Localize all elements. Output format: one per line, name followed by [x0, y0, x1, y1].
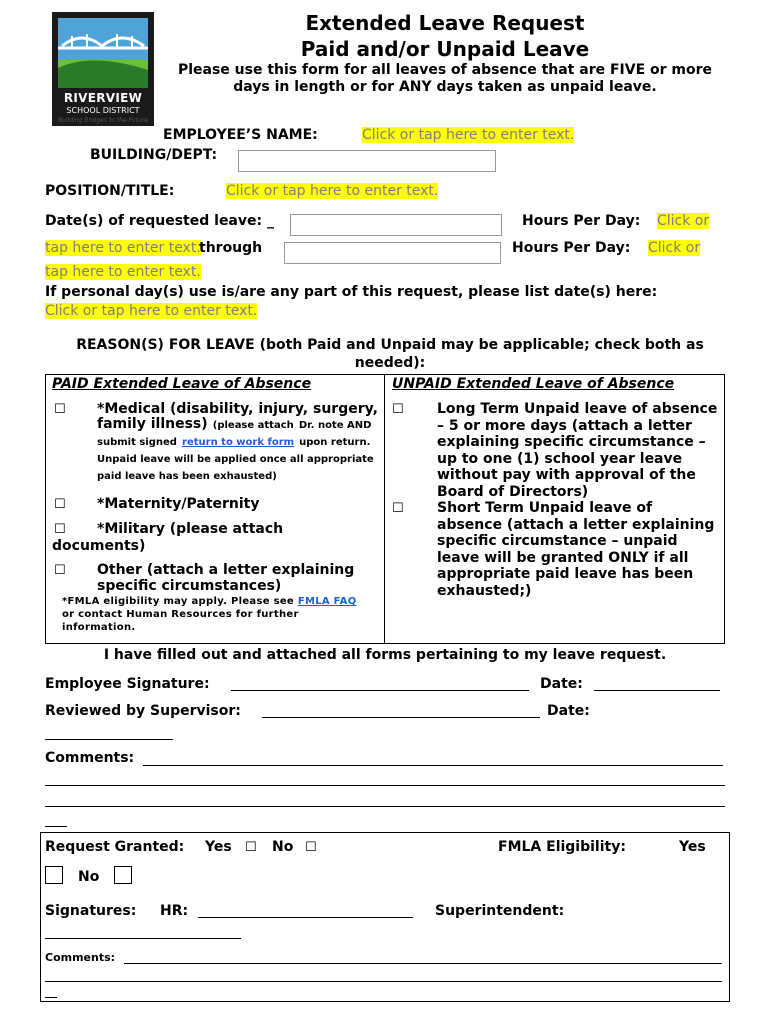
building-input[interactable] [238, 150, 496, 172]
employee-signature-line[interactable] [231, 690, 529, 691]
start-date-placeholder[interactable]: tap here to enter text. [45, 240, 201, 256]
superintendent-label: Superintendent: [435, 903, 565, 919]
hours-label-1: Hours Per Day: [522, 213, 641, 229]
hours-input-2[interactable]: Click or [648, 240, 701, 256]
fmla-yes-label: Yes [679, 839, 706, 855]
granted-no-label: No [272, 839, 294, 855]
attestation-text: I have filled out and attached all forms pertaining to my leave request. [103, 647, 667, 663]
form-instructions: Please use this form for all leaves of absence that are FIVE or more days in length or for ANY days taken as unpaid leave. [177, 62, 713, 95]
medical-note2: Dr. note AND submit signed [97, 420, 372, 448]
table-divider [384, 375, 385, 643]
logo-sub: SCHOOL DISTRICT [66, 106, 140, 115]
maternity-checkbox[interactable]: ☐ [54, 497, 66, 512]
return-to-work-link[interactable]: return to work form [182, 437, 295, 448]
hours-input-1[interactable]: Click or [657, 213, 710, 229]
unpaid-heading: UNPAID Extended Leave of Absence [392, 376, 675, 392]
fmla-note-post: or contact Human Resources for further information. [62, 609, 299, 633]
personal-days-label: If personal day(s) use is/are any part of this request, please list date(s) here: [45, 284, 658, 300]
signatures-label: Signatures: [45, 903, 137, 919]
hours-label-2: Hours Per Day: [512, 240, 631, 256]
medical-note1: (please attach [212, 420, 294, 431]
maternity-label: *Maternity/Paternity [97, 496, 260, 512]
employee-date-label: Date: [540, 676, 583, 692]
comments-line-3[interactable] [45, 806, 725, 807]
granted-yes-label: Yes [205, 839, 232, 855]
fmla-no-label: No [78, 869, 100, 885]
fmla-no-checkbox-b[interactable] [114, 866, 132, 884]
fmla-faq-link[interactable]: FMLA FAQ [297, 596, 357, 607]
comments-line-4[interactable] [45, 826, 67, 827]
medical-label: *Medical (disability, injury, surgery, family illness) [97, 401, 378, 432]
other-checkbox[interactable]: ☐ [54, 563, 66, 578]
comments-line-2[interactable] [45, 785, 725, 786]
logo-tagline: Building Bridges to the Future [58, 117, 148, 124]
medical-checkbox[interactable]: ☐ [54, 402, 66, 417]
employee-signature-label: Employee Signature: [45, 676, 210, 692]
employee-name-input[interactable]: Click or tap here to enter text. [362, 127, 575, 143]
long-term-checkbox[interactable]: ☐ [392, 402, 404, 417]
form-title: Extended Leave Request [305, 11, 585, 35]
fmla-note-pre: *FMLA eligibility may apply. Please see [62, 596, 295, 607]
end-date-input[interactable] [284, 242, 501, 264]
fmla-eligibility-label: FMLA Eligibility: [498, 839, 626, 855]
position-input[interactable]: Click or tap here to enter text. [226, 183, 439, 199]
comments-label: Comments: [45, 750, 135, 766]
military-checkbox[interactable]: ☐ [54, 522, 66, 537]
supervisor-date-line[interactable] [45, 739, 173, 740]
office-comments-line-1[interactable] [124, 963, 722, 964]
personal-days-input[interactable]: Click or tap here to enter text. [45, 303, 258, 319]
form-subtitle: Paid and/or Unpaid Leave [300, 37, 590, 61]
other-label: Other (attach a letter explaining specific circumstances) [97, 562, 355, 594]
dates-label: Date(s) of requested leave: _ [45, 213, 274, 229]
supervisor-signature-line[interactable] [262, 717, 540, 718]
granted-yes-checkbox[interactable]: ☐ [245, 840, 257, 855]
long-term-label: Long Term Unpaid leave of absence – 5 or more days (attach a letter explaining specific circumstance – up to one (1) school year leave without pay with approval of the Board of Directors) [437, 401, 718, 500]
bridge-logo-graphic [52, 12, 154, 90]
request-granted-label: Request Granted: [45, 839, 185, 855]
district-logo [52, 12, 154, 126]
logo-name: RIVERVIEW [63, 91, 143, 105]
employee-name-label: EMPLOYEE’S NAME: [163, 127, 318, 143]
military-label [52, 521, 332, 555]
employee-date-line[interactable] [594, 690, 720, 691]
hr-signature-line[interactable] [198, 917, 413, 918]
office-comments-line-3[interactable] [45, 997, 57, 998]
through-label: through [199, 240, 263, 256]
granted-no-checkbox[interactable]: ☐ [305, 840, 317, 855]
short-term-checkbox[interactable]: ☐ [392, 501, 404, 516]
position-label: POSITION/TITLE: [45, 183, 175, 199]
start-date-input[interactable] [290, 214, 502, 236]
supervisor-label: Reviewed by Supervisor: [45, 703, 241, 719]
medical-note3: upon return. Unpaid leave will be applied once all appropriate paid leave has been exhausted) [97, 437, 374, 482]
comments-line-1[interactable] [143, 765, 723, 766]
building-label: BUILDING/DEPT: [90, 147, 218, 163]
reasons-heading: REASON(S) FOR LEAVE (both Paid and Unpaid may be applicable; check both as needed): [76, 337, 704, 371]
end-date-placeholder[interactable]: tap here to enter text. [45, 264, 201, 280]
superintendent-line[interactable] [45, 938, 241, 939]
office-comments-label: Comments: [45, 951, 116, 964]
office-comments-line-2[interactable] [45, 981, 722, 982]
fmla-note [62, 595, 367, 634]
hr-label: HR: [160, 903, 189, 919]
short-term-label: Short Term Unpaid leave of absence (attach a letter explaining specific circumstance – unpaid leave will be granted ONLY if all appropriate paid leave has been exhausted;) [437, 500, 715, 599]
fmla-no-checkbox-a[interactable] [45, 866, 63, 884]
medical-option [97, 401, 379, 484]
supervisor-date-label: Date: [547, 703, 590, 719]
paid-heading: PAID Extended Leave of Absence [52, 376, 312, 392]
military-text: *Military (please attach documents) [52, 521, 284, 554]
